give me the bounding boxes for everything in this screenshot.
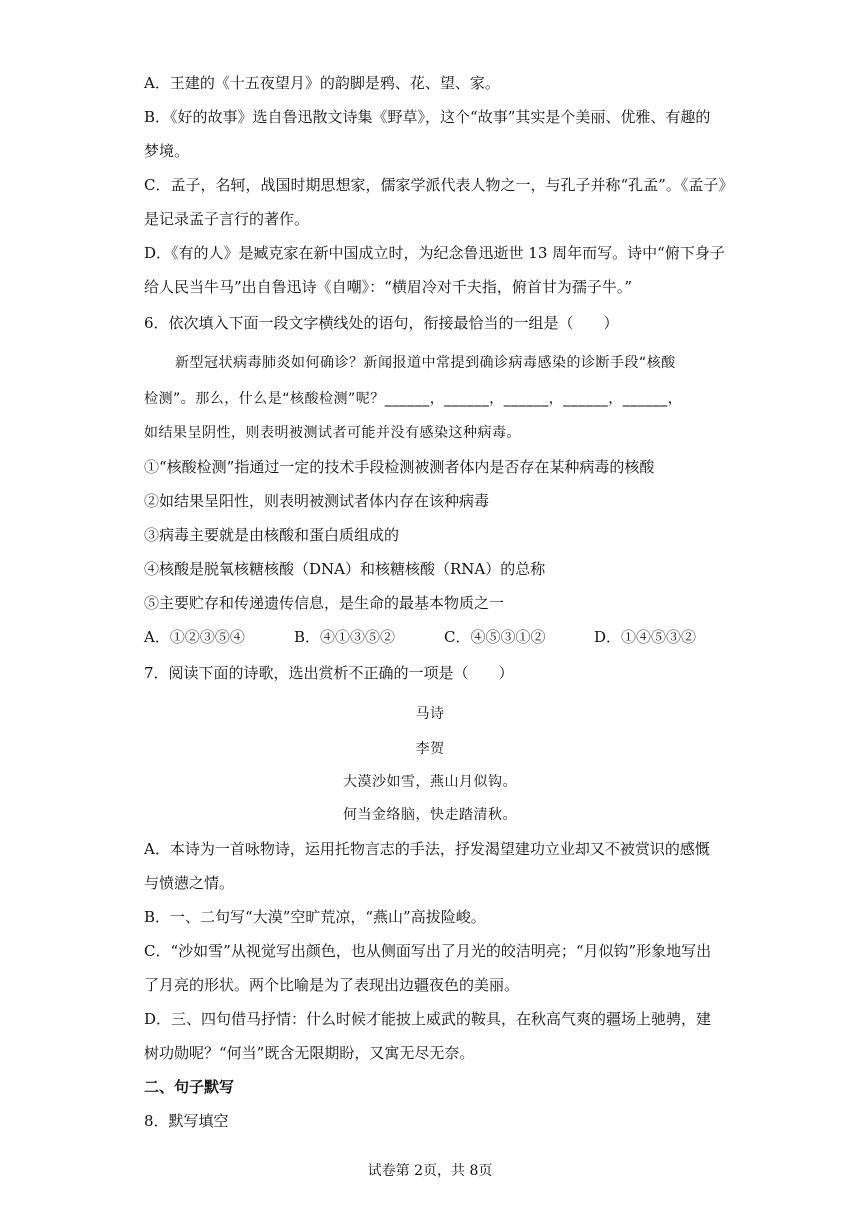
q7-option-d-line2: 树功勋呢？“何当”既含无限期盼，又寓无尽无奈。 — [144, 1044, 475, 1062]
q6-choice-d: D．①④⑤③② — [594, 628, 697, 646]
q8-stem: 8．默写填空 — [144, 1112, 229, 1130]
q6-passage-line2: 检测”。那么，什么是“核酸检测”呢？______，______，______，______，______， — [144, 391, 683, 407]
q7-stem: 7．阅读下面的诗歌，选出赏析不正确的一项是（ ） — [144, 664, 514, 682]
q6-item-3: ③病毒主要就是由核酸和蛋白质组成的 — [144, 526, 400, 544]
q7-option-a-line1: A．本诗为一首咏物诗，运用托物言志的手法，抒发渴望建功立业却又不被赏识的感慨 — [144, 840, 710, 858]
poem-line-2: 何当金络脑，快走踏清秋。 — [343, 807, 517, 823]
q6-item-4: ④核酸是脱氧核糖核酸（DNA）和核糖核酸（RNA）的总称 — [144, 560, 546, 578]
q6-item-5: ⑤主要贮存和传递遗传信息，是生命的最基本物质之一 — [144, 594, 505, 612]
q7-option-b: B．一、二句写“大漠”空旷荒凉，“燕山”高拔险峻。 — [144, 908, 486, 926]
q6-passage-line1: 新型冠状病毒肺炎如何确诊？新闻报道中常提到确诊病毒感染的诊断手段“核酸 — [175, 355, 676, 371]
q5-option-c-line1: C．孟子，名轲，战国时期思想家，儒家学派代表人物之一，与孔子并称“孔孟”。《孟子》 — [144, 176, 734, 194]
q6-choice-a: A．①②③⑤④ — [144, 628, 245, 646]
q5-option-b-line1: B．《好的故事》选自鲁迅散文诗集《野草》，这个“故事”其实是个美丽、优雅、有趣的 — [144, 108, 711, 126]
q6-item-2: ②如结果呈阳性，则表明被测试者体内存在该种病毒 — [144, 492, 490, 510]
q5-option-c-line2: 是记录孟子言行的著作。 — [144, 210, 310, 228]
page-footer: 试卷第 2页，共 8页 — [367, 1163, 493, 1179]
q6-stem: 6．依次填入下面一段文字横线处的语句，衔接最恰当的一组是（ ） — [144, 314, 619, 332]
q6-choice-c: C．④⑤③①② — [444, 628, 546, 646]
q7-option-c-line2: 了月亮的形状。两个比喻是为了表现出边疆夜色的美丽。 — [144, 976, 520, 994]
q7-option-d-line1: D．三、四句借马抒情：什么时候才能披上威武的鞍具，在秋高气爽的疆场上驰骋，建 — [144, 1010, 712, 1028]
q5-option-a: A．王建的《十五夜望月》的韵脚是鸦、花、望、家。 — [144, 74, 500, 92]
poem-title: 马诗 — [415, 706, 445, 722]
q5-option-d-line2: 给人民当牛马”出自鲁迅诗《自嘲》：“横眉冷对千夫指，俯首甘为孺子牛。” — [144, 278, 633, 296]
q7-option-a-line2: 与愤懑之情。 — [144, 874, 235, 892]
section-heading: 二、句子默写 — [144, 1078, 235, 1096]
poem-line-1: 大漠沙如雪，燕山月似钩。 — [343, 774, 517, 790]
q7-option-c-line1: C．“沙如雪”从视觉写出颜色，也从侧面写出了月光的皎洁明亮；“月似钩”形象地写出 — [144, 942, 712, 960]
q6-passage-line3: 如结果呈阴性，则表明被测试者可能并没有感染这种病毒。 — [144, 425, 521, 441]
q6-choice-b: B．④①③⑤② — [294, 628, 396, 646]
q6-item-1: ①“核酸检测”指通过一定的技术手段检测被测者体内是否存在某种病毒的核酸 — [144, 458, 655, 476]
poem-author: 李贺 — [415, 741, 445, 757]
q5-option-b-line2: 梦境。 — [144, 142, 190, 160]
q5-option-d-line1: D．《有的人》是臧克家在新中国成立时，为纪念鲁迅逝世 13 周年而写。诗中“俯下身子 — [144, 244, 725, 262]
